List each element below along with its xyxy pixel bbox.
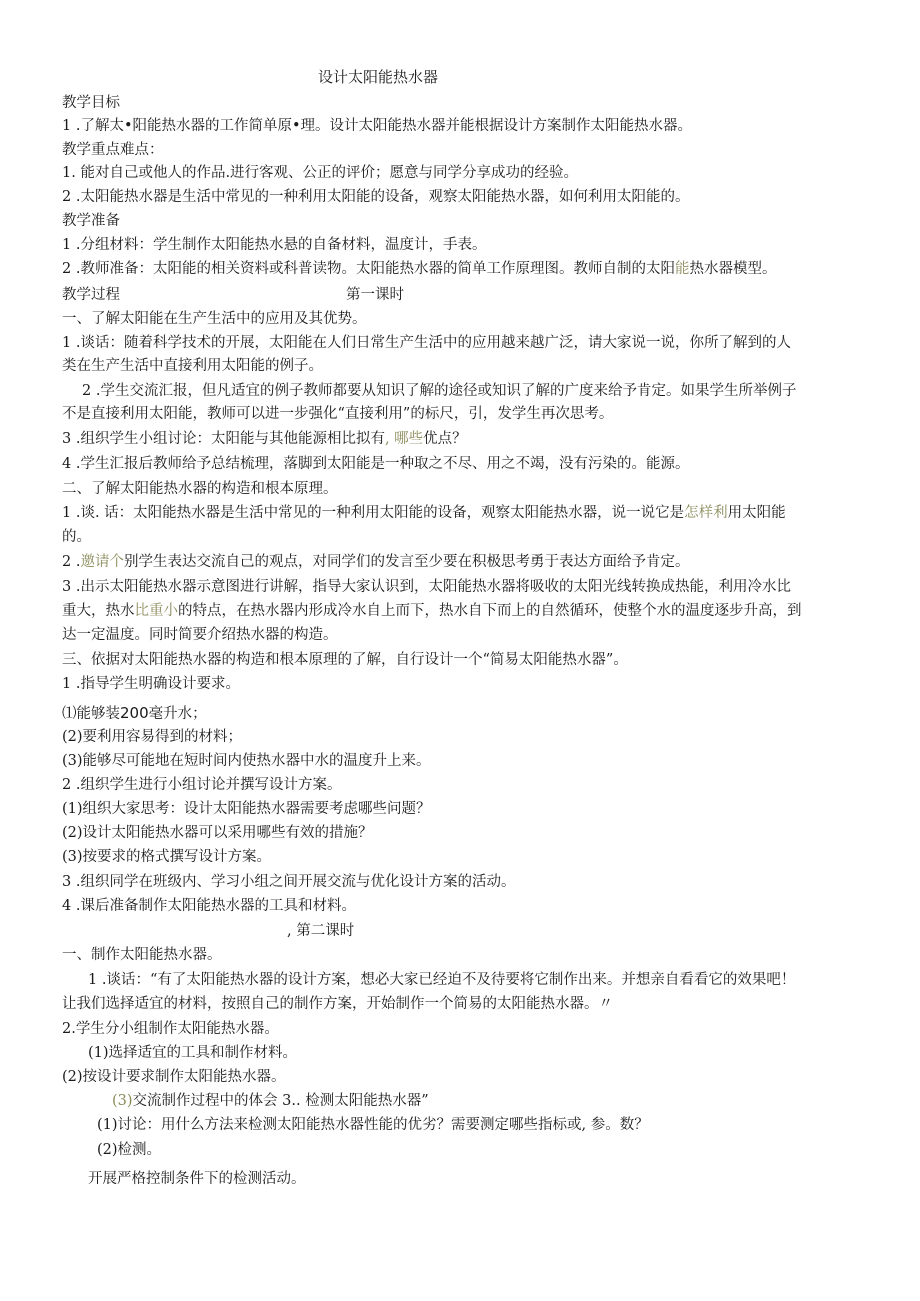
test-activity: 开展严格控制条件下的检测活动。 xyxy=(88,1171,306,1187)
heading-preparation: 教学准备 xyxy=(62,213,120,229)
section-1-item-2-cont: 不是直接利用太阳能，教师可以进一步强化“直接利用”的标尺，引，发学生再次思考。 xyxy=(62,406,614,422)
key-point-1: 1. 能对自己或他人的作品.进行客观、公正的评价；愿意与同学分享成功的经验。 xyxy=(62,165,579,181)
heading-process: 教学过程 xyxy=(62,287,120,303)
section-1-item-3 xyxy=(62,428,862,450)
section-2-item-1 xyxy=(62,502,862,524)
lesson-two-heading: , 第二课时 xyxy=(287,923,355,939)
section-2-item-2 xyxy=(62,551,862,573)
text-run: 毫升水； xyxy=(148,706,207,722)
requirement-2: (2)要利用容易得到的材料； xyxy=(62,729,243,745)
step-1: (1)选择适宜的工具和制作材料。 xyxy=(88,1045,298,1061)
lesson-2-item-1-cont: 让我们选择适宜的材料，按照自己的制作方案，开始制作一个简易的太阳能热水器。〃 xyxy=(62,996,613,1012)
text-run-number: 200 xyxy=(120,704,149,722)
section-1-item-1: 1 .谈话：随着科学技术的开展，太阳能在人们日常生产生活中的应用越来越广泛，请大家说一说，你所了解到的人 xyxy=(62,335,791,351)
test-step: (2)检测。 xyxy=(97,1142,162,1158)
text-run: 1 .谈. 话：太阳能热水器是生活中常见的一种利用太阳能的设备，观察太阳能热水器，说一说它是 xyxy=(62,505,685,521)
document-title: 设计太阳能热水器 xyxy=(318,68,439,86)
section-2-item-1-cont: 的。 xyxy=(62,529,91,545)
lesson-2-section-1-heading: 一、制作太阳能热水器。 xyxy=(62,947,222,963)
text-run: 的特点，在热水器内形成冷水自上而下，热水自下而上的自然循环，使整个水的温度逐步升高，到 xyxy=(178,603,802,619)
section-3-item-2: 2 .组织学生进行小组讨论并撰写设计方案。 xyxy=(62,777,342,793)
lesson-2-item-1: 1 .谈话：“有了太阳能热水器的设计方案，想必大家已经迫不及待要将它制作出来。并想亲自看看它的效果吧！ xyxy=(88,972,796,988)
heading-teaching-goals: 教学目标 xyxy=(62,95,120,111)
text-run-faded: , 哪些 xyxy=(384,431,424,447)
text-run-faded: 比重小 xyxy=(134,603,178,619)
discussion-2: (2)设计太阳能热水器可以采用哪些有效的措施？ xyxy=(62,825,373,841)
key-point-2: 2 .太阳能热水器是生活中常见的一种利用太阳能的设备，观察太阳能热水器，如何利用太阳能的。 xyxy=(62,189,690,205)
discussion-3: (3)按要求的格式撰写设计方案。 xyxy=(62,849,272,865)
text-run: 交流制作过程中的体会 3.. 检测太阳能热水器” xyxy=(132,1093,429,1109)
section-1-item-4: 4 .学生汇报后教师给予总结梳理，落脚到太阳能是一种取之不尽、用之不竭，没有污染的。能源。 xyxy=(62,456,690,472)
test-discussion: (1)讨论：用什么方法来检测太阳能热水器性能的优劣？需要测定哪些指标或, 参。数？ xyxy=(97,1117,649,1133)
text-run: 2 .教师准备：太阳能的相关资料或科普读物。太阳能热水器的简单工作原理图。教师自制的太阳 xyxy=(62,261,675,277)
section-3-item-4: 4 .课后准备制作太阳能热水器的工具和材料。 xyxy=(62,898,356,914)
text-run: 优点？ xyxy=(423,431,467,447)
text-run-faded: (3) xyxy=(112,1093,133,1109)
prep-item-1: 1 .分组材料：学生制作太阳能热水悬的自备材料，温度计，手表。 xyxy=(62,237,487,253)
text-run: 2 . xyxy=(62,554,81,570)
section-2-item-3-end: 达一定温度。同时简要介绍热水器的构造。 xyxy=(62,627,338,643)
requirement-3: (3)能够尽可能地在短时间内使热水器中水的温度升上来。 xyxy=(62,753,431,769)
section-3-item-3: 3 .组织同学在班级内、学习小组之间开展交流与优化设计方案的活动。 xyxy=(62,874,516,890)
section-1-item-1-cont: 类在生产生活中直接利用太阳能的例子。 xyxy=(62,358,323,374)
text-run: 别学生表达交流自己的观点，对同学们的发言至少要在积极思考勇于表达方面给予肯定。 xyxy=(123,554,690,570)
goal-item-1: 1 .了解太•阳能热水器的工作简单原•理。设计太阳能热水器并能根据设计方案制作太阳能热水器。 xyxy=(62,118,693,134)
section-3-heading: 三、依据对太阳能热水器的构造和根本原理的了解，自行设计一个“简易太阳能热水器”。 xyxy=(62,652,628,668)
text-run: ⑴能够装 xyxy=(62,706,120,722)
lesson-2-item-2: 2.学生分小组制作太阳能热水器。 xyxy=(62,1021,279,1037)
text-run: 3 .组织学生小组讨论：太阳能与其他能源相比拟有 xyxy=(62,431,385,447)
section-3-item-1: 1 .指导学生明确设计要求。 xyxy=(62,676,240,692)
text-run-faded: 邀请个 xyxy=(80,554,124,570)
text-run: 用太阳能 xyxy=(727,505,786,521)
text-run: 热水器模型。 xyxy=(689,261,777,277)
discussion-1: (1)组织大家思考：设计太阳能热水器需要考虑哪些问题？ xyxy=(62,801,431,817)
section-1-item-2: 2 .学生交流汇报，但凡适宜的例子教师都要从知识了解的途径或知识了解的广度来给予肯定。如果学生所举例子 xyxy=(82,383,797,399)
heading-key-points: 教学重点难点： xyxy=(62,142,164,158)
requirement-1 xyxy=(62,702,862,725)
section-2-item-3-cont xyxy=(62,600,862,622)
section-2-item-3: 3 .出示太阳能热水器示意图进行讲解，指导大家认识到，太阳能热水器将吸收的太阳光线转换成热能，利用冷水比 xyxy=(62,579,791,595)
step-2: (2)按设计要求制作太阳能热水器。 xyxy=(62,1069,286,1085)
prep-item-2 xyxy=(62,258,862,280)
section-1-heading: 一、了解太阳能在生产生活中的应用及其优势。 xyxy=(62,311,367,327)
section-2-heading: 二、了解太阳能热水器的构造和根本原理。 xyxy=(62,481,338,497)
text-run: 重大，热水 xyxy=(62,603,135,619)
text-run-faded: 怎样利 xyxy=(684,505,728,521)
lesson-one-heading: 第一课时 xyxy=(346,287,404,303)
text-run-faded: 能 xyxy=(674,261,690,277)
step-3 xyxy=(112,1090,912,1112)
